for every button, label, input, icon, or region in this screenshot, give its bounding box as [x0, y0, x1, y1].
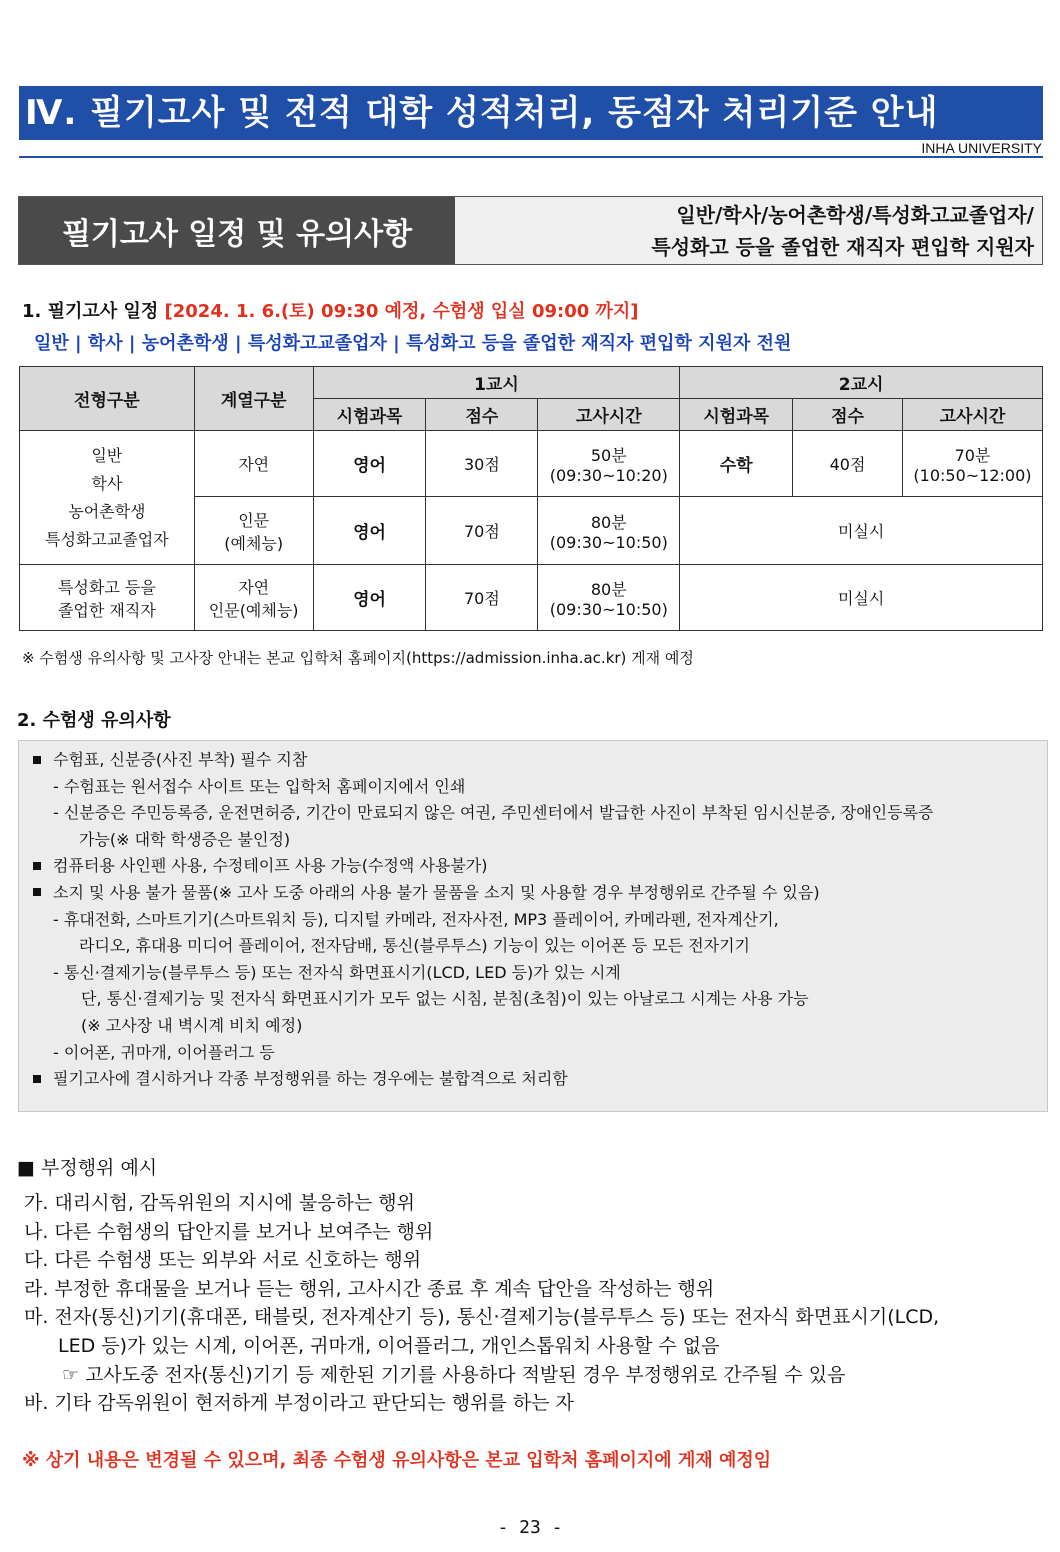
targets-line-2: 특성화고 등을 졸업한 재직자 편입학 지원자 [651, 235, 1034, 259]
precaution-text: 수험표, 신분증(사진 부착) 필수 지참 [53, 750, 308, 769]
section-header [18, 196, 1043, 265]
header-p2-time: 고사시간 [902, 399, 1042, 431]
cell-p1-subject: 영어 [313, 431, 426, 497]
header-period-2: 2교시 [680, 367, 1043, 399]
precaution-text: 필기고사에 결시하거나 각종 부정행위를 하는 경우에는 불합격으로 처리함 [53, 1069, 568, 1089]
square-bullet-icon [33, 862, 41, 870]
cell-p1-score: 30점 [426, 431, 538, 497]
list-item: 마. 전자(통신)기기(휴대폰, 태블릿, 전자계산기 등), 통신·결제기능(블루투스 등) 또는 전자식 화면표시기(LCD, [24, 1306, 940, 1329]
exam-schedule-table [19, 366, 1043, 631]
fraud-list [24, 1189, 939, 1418]
time-range: (10:50~12:00) [913, 465, 1032, 485]
fraud-heading: ■ 부정행위 예시 [17, 1157, 158, 1179]
schedule-heading-label: 1. 필기고사 일정 [22, 301, 159, 322]
list-item: 가. 대리시험, 감독위원의 지시에 불응하는 행위 [24, 1192, 416, 1214]
header-period-1: 1교시 [313, 367, 680, 399]
list-item: - 휴대전화, 스마트기기(스마트워치 등), 디지털 카메라, 전자사전, MP3 플레이어, 카메라펜, 전자계산기, [53, 909, 779, 929]
header-p2-score: 점수 [793, 399, 903, 431]
time-range: (09:30~10:50) [549, 599, 668, 619]
cell-type-group-2 [20, 565, 195, 631]
list-item: - 이어폰, 귀마개, 이어플러그 등 [53, 1042, 275, 1062]
list-item: - 신분증은 주민등록증, 운전면허증, 기간이 만료되지 않은 여권, 주민센터에서 발급한 사진이 부착된 임시신분증, 장애인등록증 [53, 803, 934, 823]
schedule-heading [22, 297, 639, 323]
cell-p1-time [538, 497, 680, 565]
square-bullet-icon [33, 1075, 41, 1083]
cell-p1-score: 70점 [426, 565, 538, 631]
list-item [31, 880, 1037, 907]
header-p1-time: 고사시간 [538, 399, 680, 431]
cell-p1-subject: 영어 [313, 497, 426, 565]
section-targets [455, 197, 1042, 264]
schedule-heading-date: [2024. 1. 6.(토) 09:30 예정, 수험생 입실 09:00 까지] [164, 301, 639, 322]
square-bullet-icon [33, 756, 41, 764]
type-item: 졸업한 재직자 [57, 600, 156, 620]
time-duration: 80분 [590, 512, 627, 532]
track-line: 인문 [238, 510, 270, 530]
type-item: 농어촌학생 [68, 501, 146, 521]
time-duration: 70분 [954, 445, 991, 465]
cell-track [194, 497, 313, 565]
cell-p1-score: 70점 [426, 497, 538, 565]
cell-p2-none: 미실시 [680, 497, 1043, 565]
precaution-text: 컴퓨터용 사인펜 사용, 수정테이프 사용 가능(수정액 사용불가) [53, 856, 488, 876]
list-item: - 통신·결제기능(블루투스 등) 또는 전자식 화면표시기(LCD, LED 등)가 있는 시계 [53, 962, 621, 982]
list-item: LED 등)가 있는 시계, 이어폰, 귀마개, 이어플러그, 개인스톱워치 사용할 수 없음 [58, 1334, 720, 1357]
cell-p1-time [538, 565, 680, 631]
track-line: 인문(예체능) [208, 600, 299, 620]
square-bullet-icon [33, 888, 41, 896]
type-item: 특성화고교졸업자 [45, 529, 169, 549]
track-line: 자연 [238, 577, 270, 597]
header-track: 계열구분 [194, 367, 313, 431]
time-range: (09:30~10:20) [549, 465, 668, 485]
list-item [31, 1066, 1037, 1093]
list-item: 가능(※ 대학 학생증은 불인정) [79, 829, 291, 849]
cell-track: 자연 [194, 431, 313, 497]
table-note: ※ 수험생 유의사항 및 고사장 안내는 본교 입학처 홈페이지(https://admission.inha.ac.kr) 게재 예정 [22, 649, 694, 667]
header-p2-subject: 시험과목 [680, 399, 793, 431]
precaution-text: 소지 및 사용 불가 물품(※ 고사 도중 아래의 사용 불가 물품을 소지 및 사용할 경우 부정행위로 간주될 수 있음) [53, 882, 820, 902]
cell-track [194, 565, 313, 631]
university-label: INHA UNIVERSITY [921, 140, 1042, 156]
time-duration: 80분 [590, 579, 627, 599]
list-item [31, 747, 1037, 774]
cell-p2-subject: 수학 [680, 431, 793, 497]
list-item: 단, 통신·결제기능 및 전자식 화면표시기가 모두 없는 시침, 분침(초침)이 있는 아날로그 시계는 사용 가능 [81, 989, 809, 1009]
time-duration: 50분 [590, 445, 627, 465]
list-item: (※ 고사장 내 벽시계 비치 예정) [81, 1015, 303, 1035]
table-row [20, 565, 1043, 631]
cell-type-group-1 [20, 431, 195, 565]
list-item: ☞ 고사도중 전자(통신)기기 등 제한된 기기를 사용하다 적발된 경우 부정행위로 간주될 수 있음 [62, 1363, 846, 1386]
precautions-box [18, 740, 1048, 1112]
list-item: 다. 다른 수험생 또는 외부와 서로 신호하는 행위 [24, 1249, 422, 1272]
page-number: - 23 - [497, 1517, 563, 1538]
type-item: 일반 [91, 445, 123, 465]
table-row [20, 431, 1043, 497]
track-line: (예체능) [224, 533, 284, 553]
footer-notice: ※ 상기 내용은 변경될 수 있으며, 최종 수험생 유의사항은 본교 입학처 홈페이지에 게재 예정임 [22, 1450, 772, 1471]
list-item: - 수험표는 원서접수 사이트 또는 입학처 홈페이지에서 인쇄 [53, 776, 466, 796]
cell-p2-none: 미실시 [680, 565, 1043, 631]
schedule-applicants: 일반 | 학사 | 농어촌학생 | 특성화고교졸업자 | 특성화고 등을 졸업한 재직자 편입학 지원자 전원 [34, 333, 792, 354]
list-item: 나. 다른 수험생의 답안지를 보거나 보여주는 행위 [24, 1220, 434, 1243]
time-range: (09:30~10:50) [549, 532, 668, 552]
precautions-heading: 2. 수험생 유의사항 [17, 710, 171, 731]
cell-p1-time [538, 431, 680, 497]
list-item: 라디오, 휴대용 미디어 플레이어, 전자담배, 통신(블루투스) 기능이 있는 이어폰 등 모든 전자기기 [79, 936, 751, 956]
section-title: 필기고사 일정 및 유의사항 [19, 197, 455, 264]
type-item: 특성화고 등을 [57, 577, 156, 597]
header-p1-subject: 시험과목 [313, 399, 426, 431]
cell-p1-subject: 영어 [313, 565, 426, 631]
type-item: 학사 [91, 473, 123, 493]
chapter-divider [19, 156, 1043, 158]
header-p1-score: 점수 [426, 399, 538, 431]
cell-p2-score: 40점 [793, 431, 903, 497]
chapter-title: Ⅳ. 필기고사 및 전적 대학 성적처리, 동점자 처리기준 안내 [19, 86, 1043, 140]
header-type: 전형구분 [20, 367, 195, 431]
cell-p2-time [902, 431, 1042, 497]
list-item: 라. 부정한 휴대물을 보거나 듣는 행위, 고사시간 종료 후 계속 답안을 작성하는 행위 [24, 1277, 715, 1300]
list-item: 바. 기타 감독위원이 현저하게 부정이라고 판단되는 행위를 하는 자 [24, 1392, 574, 1415]
list-item [31, 853, 1037, 880]
targets-line-1: 일반/학사/농어촌학생/특성화고교졸업자/ [676, 203, 1034, 227]
